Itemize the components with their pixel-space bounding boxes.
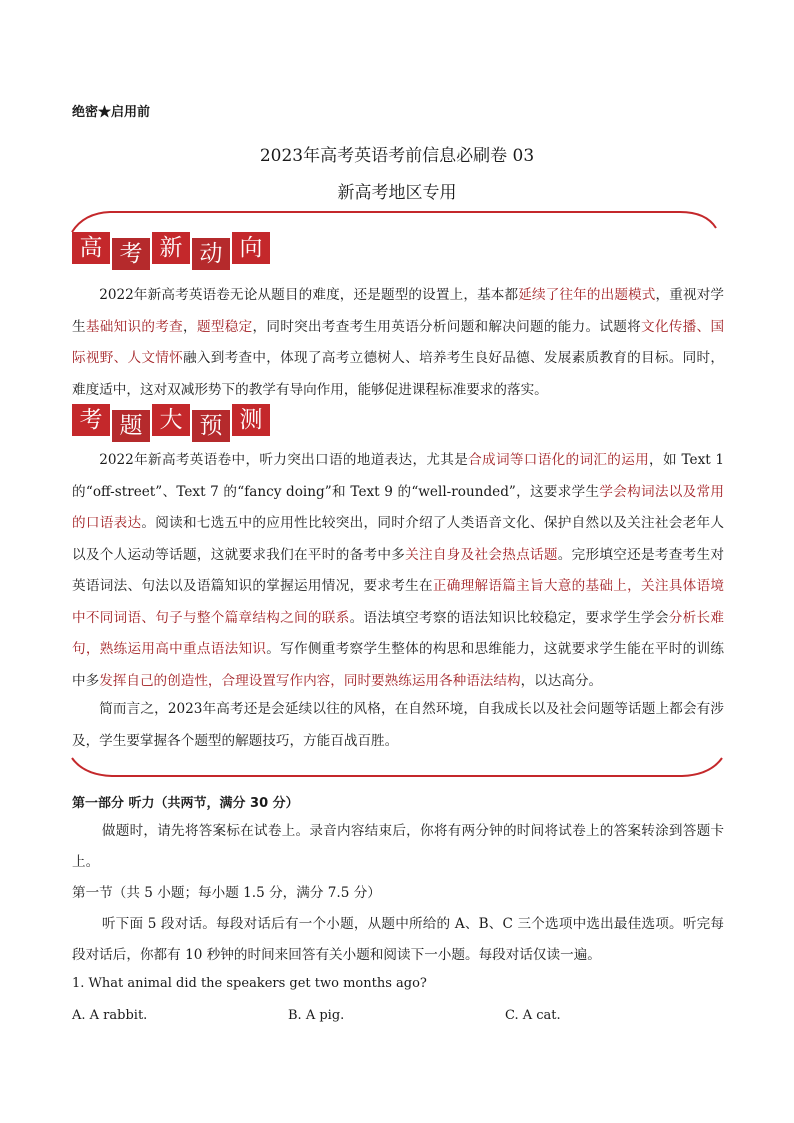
banner-char: 题 (112, 410, 150, 442)
text-run: ，同时突出考查考生用英语分析问题和解决问题的能力。试题将 (252, 318, 642, 335)
text-run: 融入到考查中，体现了高考立德树人、培养考生良好品德、发展素质教育的目标。同时，难度适中，这对双减形势下的教学有导向作用，能够促进课程标准要求的落实。 (72, 350, 725, 398)
confidential-label: 绝密★启用前 (72, 105, 151, 120)
section-instruction: 做题时，请先将答案标在试卷上。录音内容结束后，你将有两分钟的时间将试卷上的答案转涂到答题卡上。 (72, 823, 724, 870)
option-b: B. A pig. (288, 1008, 345, 1023)
paragraph-trends (72, 280, 724, 406)
part-instruction: 听下面 5 段对话。每段对话后有一个小题，从题中所给的 A、B、C 三个选项中选出最佳选项。听完每段对话后，你都有 10 秒钟的时间来回答有关小题和阅读下一小题。每段对话仅读一遍。 (72, 916, 724, 963)
highlight-text: 题型稳定 (196, 318, 253, 335)
paragraph-predictions (72, 445, 724, 697)
text-run: 。完形填空还是考查考生对英语词法、句法以及语篇知识的掌握运用情况，要求考生在 (72, 546, 725, 594)
banner-char: 测 (232, 404, 270, 436)
banner-new-trends (72, 232, 270, 270)
text-run: 。阅读和七选五中的应用性比较突出，同时介绍了人类语音文化、保护自然以及关注社会老年人以及个人运动等话题，这就要求我们在平时的备考中多 (72, 515, 725, 563)
banner-char: 动 (192, 238, 230, 270)
page-title: 2023年高考英语考前信息必刷卷 03 (259, 146, 535, 166)
highlight-text: 关注自身及社会热点话题 (405, 546, 558, 563)
banner-char: 高 (72, 232, 110, 264)
banner-char: 向 (232, 232, 270, 264)
highlight-text: 分析长难句，熟练运用高中重点语法知识 (72, 609, 725, 657)
banner-char: 大 (152, 404, 190, 436)
question-text: 1. What animal did the speakers get two months ago? (72, 976, 427, 991)
text-run: ，如 Text 1 的“off-street”、Text 7 的“fancy doing”和 Text 9 的“well-rounded”，这要求学生 (72, 452, 725, 500)
text-run: ，以达高分。 (520, 672, 603, 689)
paragraph-summary: 简而言之，2023年高考还是会延续以往的风格，在自然环境，自我成长以及社会问题等话题上都会有涉及，学生要掌握各个题型的解题技巧，方能百战百胜。 (72, 701, 724, 749)
text-run: ，重视对学生 (72, 287, 725, 335)
highlight-text: 正确理解语篇主旨大意的基础上，关注具体语境中不同词语、句子与整个篇章结构之间的联系 (72, 578, 725, 626)
text-run: 2022年新高考英语卷中，听力突出口语的地道表达，尤其是 (99, 452, 469, 468)
banner-predictions (72, 404, 270, 442)
section-heading: 第一部分 听力（共两节，满分 30 分） (72, 796, 299, 811)
option-c: C. A cat. (505, 1008, 561, 1023)
text-run: 2022年新高考英语卷无论从题目的难度，还是题型的设置上，基本都 (99, 287, 519, 303)
banner-char: 考 (72, 404, 110, 436)
highlight-text: 文化传播、国际视野、人文情怀 (72, 318, 725, 366)
highlight-text: 基础知识的考查 (85, 318, 184, 335)
highlight-text: 合成词等口语化的词汇的运用 (468, 452, 650, 468)
banner-char: 预 (192, 410, 230, 442)
banner-char: 考 (112, 238, 150, 270)
page-subtitle: 新高考地区专用 (337, 183, 457, 203)
highlight-text: 学会构词法以及常用的口语表达 (72, 483, 725, 531)
text-run: ， (183, 318, 197, 335)
banner-char: 新 (152, 232, 190, 264)
highlight-text: 延续了往年的出题模式 (518, 287, 656, 303)
text-run: 。语法填空考察的语法知识比较稳定，要求学生学会 (349, 609, 669, 626)
option-a: A. A rabbit. (72, 1008, 148, 1023)
part-heading: 第一节（共 5 小题；每小题 1.5 分，满分 7.5 分） (72, 885, 381, 901)
highlight-text: 发挥自己的创造性，合理设置写作内容，同时要熟练运用各种语法结构 (99, 672, 521, 689)
text-run: 。写作侧重考察学生整体的构思和思维能力，这就要求学生能在平时的训练中多 (72, 641, 724, 689)
